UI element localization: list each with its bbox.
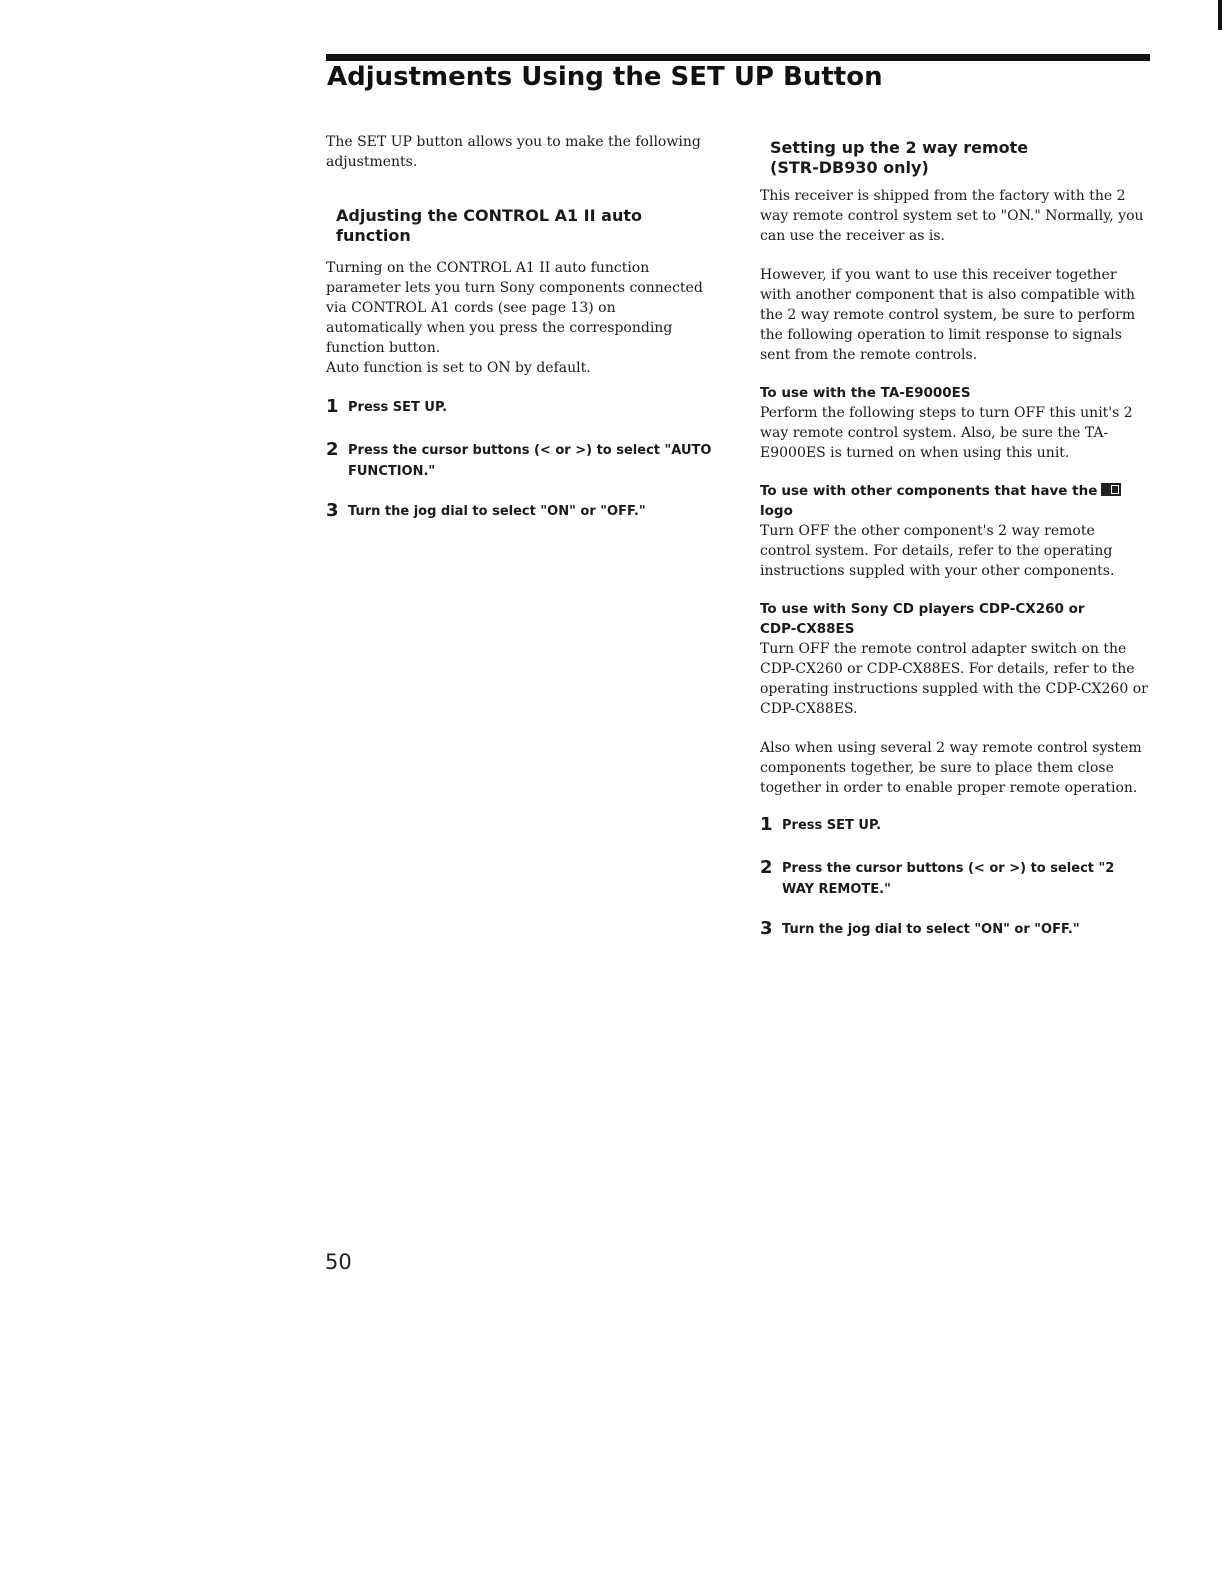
- step-item: [326, 440, 714, 482]
- ta-e9000es-body: Perform the following steps to turn OFF this unit's 2 way remote control system. Also, be sure the TA-E9000ES is turned on when using this unit.: [760, 405, 1133, 461]
- section-heading-2-way-remote: Setting up the 2 way remote (STR-DB930 only): [770, 138, 1029, 177]
- step-number: 3: [760, 918, 773, 939]
- step-item: [326, 501, 714, 522]
- section-heading-control-a1: Adjusting the CONTROL A1 II auto function: [336, 206, 642, 245]
- sub-heading-text-end: logo: [760, 503, 793, 519]
- sub-heading-text: To use with other components that have the: [760, 483, 1098, 499]
- step-item: [760, 919, 1148, 940]
- step-item: [326, 397, 714, 418]
- left-column: [326, 132, 714, 522]
- title-rule: [326, 54, 1150, 61]
- step-text: Press SET UP.: [782, 818, 882, 833]
- other-components-body: Turn OFF the other component's 2 way remote control system. For details, refer to the operating instructions suppled with your other components.: [760, 523, 1115, 579]
- step-number: 2: [760, 857, 773, 878]
- step-text: Press SET UP.: [348, 400, 448, 415]
- right-column: [760, 138, 1148, 940]
- sub-heading-ta-e9000es: To use with the TA-E9000ES: [760, 385, 971, 401]
- page-number: 50: [325, 1250, 352, 1274]
- sub-heading-other-components: [760, 481, 1148, 521]
- step-number: 3: [326, 500, 339, 521]
- step-text: Press the cursor buttons (< or >) to select "AUTO FUNCTION.": [348, 443, 712, 479]
- two-way-intro: This receiver is shipped from the factory with the 2 way remote control system set to "ON." Normally, you can use the receiver as is.: [760, 188, 1144, 244]
- step-text: Turn the jog dial to select "ON" or "OFF.": [782, 922, 1080, 937]
- control-a1-body: Turning on the CONTROL A1 II auto function parameter lets you turn Sony components connected via CONTROL A1 cords (see page 13) on automatically when you press the corresponding function button.: [326, 260, 703, 356]
- intro-text: The SET UP button allows you to make the following adjustments.: [326, 134, 701, 170]
- page-edge-mark: [1218, 0, 1222, 30]
- several-components-note: Also when using several 2 way remote control system components together, be sure to place them close together in order to enable proper remote operation.: [760, 740, 1142, 796]
- cd-players-body: Turn OFF the remote control adapter switch on the CDP-CX260 or CDP-CX88ES. For details, refer to the operating instructions suppled with the CDP-CX260 or CDP-CX88ES.: [760, 641, 1148, 717]
- control-a1-default: Auto function is set to ON by default.: [326, 360, 591, 376]
- step-number: 1: [760, 814, 773, 835]
- step-text: Press the cursor buttons (< or >) to select "2 WAY REMOTE.": [782, 861, 1115, 897]
- two-way-however: However, if you want to use this receiver together with another component that is also compatible with the 2 way remote control system, be sure to perform the following operation to limit response to signals sent from the remote controls.: [760, 267, 1136, 363]
- 2-way-remote-logo-icon: [1101, 483, 1121, 496]
- step-number: 1: [326, 396, 339, 417]
- step-text: Turn the jog dial to select "ON" or "OFF.": [348, 504, 646, 519]
- sub-heading-cd-players: To use with Sony CD players CDP-CX260 or CDP-CX88ES: [760, 601, 1085, 637]
- step-number: 2: [326, 439, 339, 460]
- step-item: [760, 815, 1148, 836]
- step-item: [760, 858, 1148, 900]
- page-title: Adjustments Using the SET UP Button: [327, 62, 883, 92]
